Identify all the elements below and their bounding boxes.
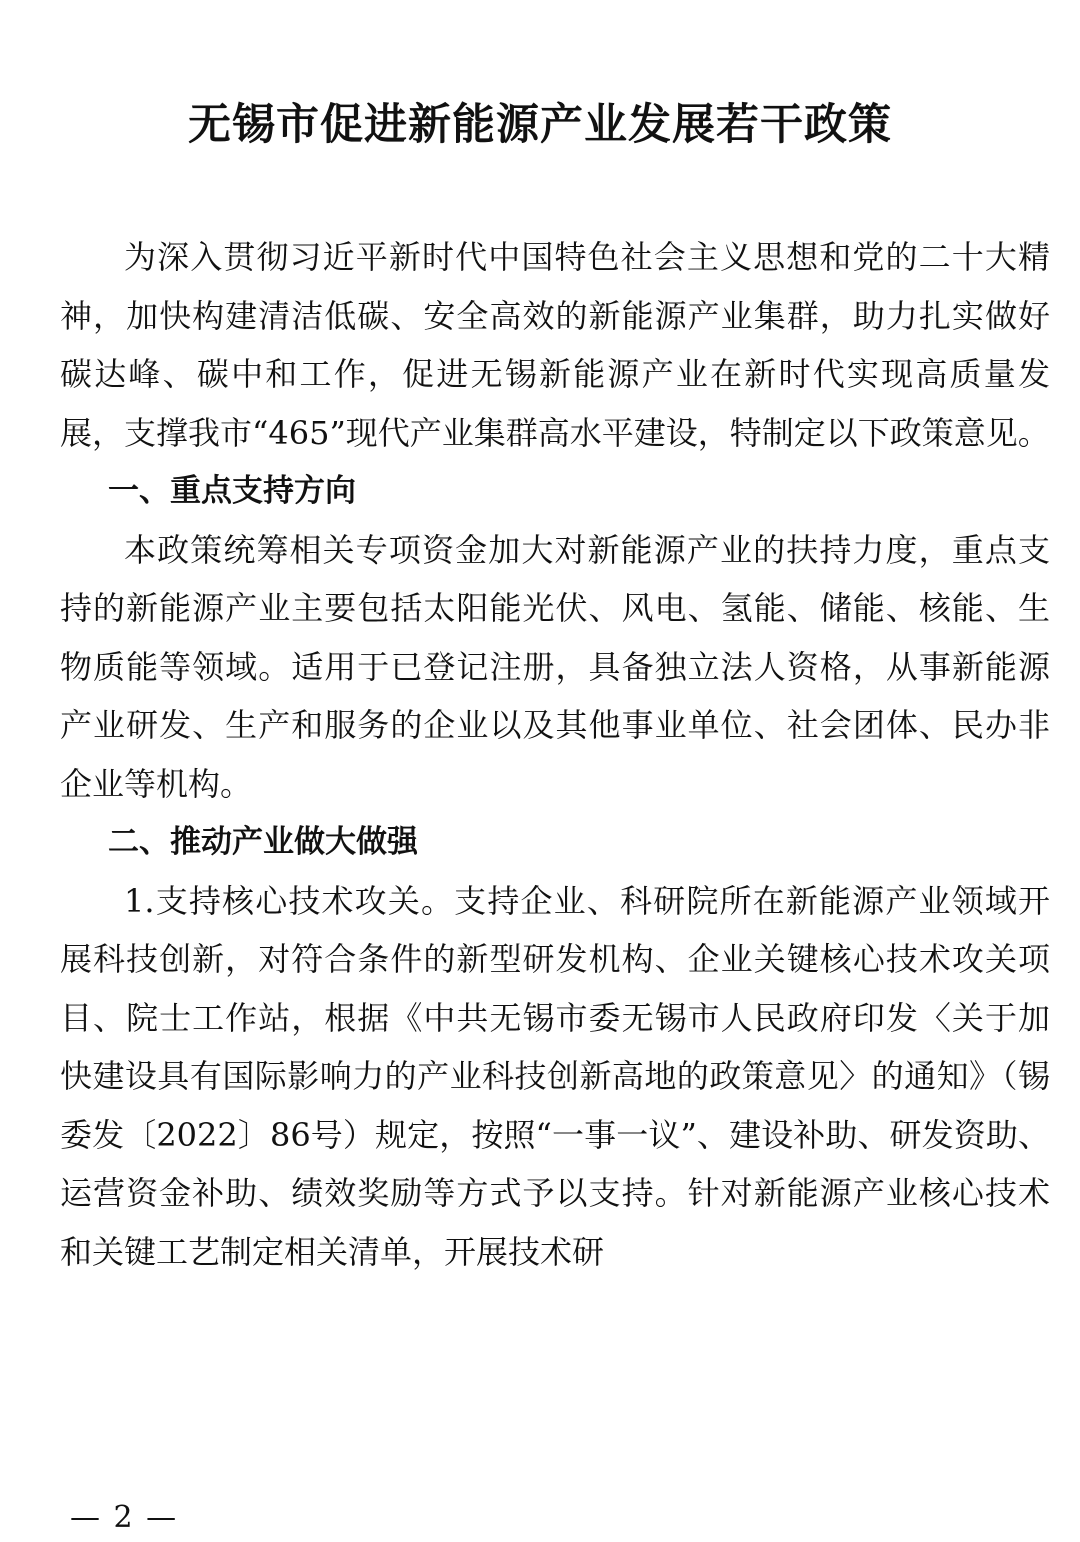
section-1-paragraph: 本政策统筹相关专项资金加大对新能源产业的扶持力度，重点支持的新能源产业主要包括太阳能光伏、风电、氢能、储能、核能、生物质能等领域。适用于已登记注册，具备独立法人资格，从事新能源产业研发、生产和服务的企业以及其他事业单位、社会团体、民办非企业等机构。 (60, 530, 1050, 803)
intro-paragraph: 为深入贯彻习近平新时代中国特色社会主义思想和党的二十大精神，加快构建清洁低碳、安全高效的新能源产业集群，助力扎实做好碳达峰、碳中和工作，促进无锡新能源产业在新时代实现高质量发展，支撑我市“465”现代产业集群高水平建设，特制定以下政策意见。 (60, 238, 1050, 452)
page-number: — 2 — (70, 1500, 179, 1535)
section-heading-1: 一、重点支持方向 (108, 473, 356, 509)
section-heading-2: 二、推动产业做大做强 (108, 824, 418, 860)
document-body (60, 228, 1050, 1281)
section-2-paragraph: 1.支持核心技术攻关。支持企业、科研院所在新能源产业领域开展科技创新，对符合条件的新型研发机构、企业关键核心技术攻关项目、院士工作站，根据《中共无锡市委无锡市人民政府印发〈关于加快建设具有国际影响力的产业科技创新高地的政策意见〉的通知》（锡委发〔2022〕86号）规定，按照“一事一议”、建设补助、研发资助、运营资金补助、绩效奖励等方式予以支持。针对新能源产业核心技术和关键工艺制定相关清单，开展技术研 (60, 881, 1050, 1271)
document-title: 无锡市促进新能源产业发展若干政策 (188, 100, 892, 150)
